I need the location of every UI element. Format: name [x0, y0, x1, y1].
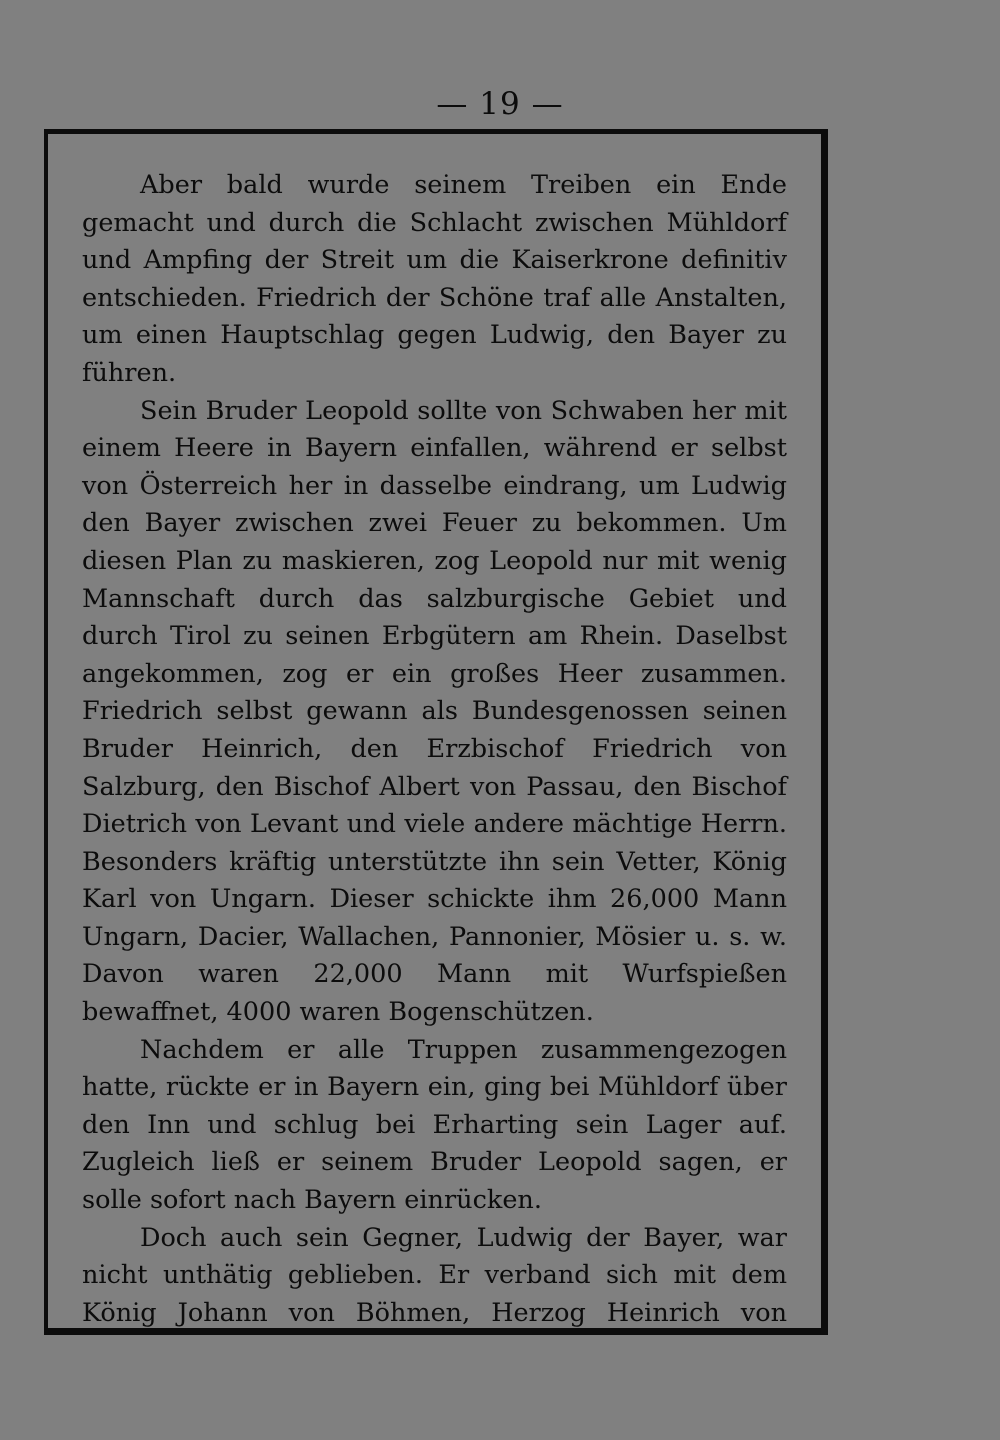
body-text: [82, 167, 787, 1332]
paragraph-4: Doch auch sein Gegner, Ludwig der Bayer, war nicht unthätig geblieben. Er verband sich mit dem König Johann von Böhmen, Herzog Heinrich von: [82, 1222, 787, 1328]
paragraph-2: Sein Bruder Leopold sollte von Schwaben her mit einem Heere in Bayern einfallen, während er selbst von Österreich her in dasselbe eindrang, um Ludwig den Bayer zwischen zwei Feuer zu bekommen. Um diesen Plan zu maskieren, zog Leopold nur mit wenig Mannschaft durch das salzburgische Gebiet und durch Tirol zu seinen Erbgütern am Rhein. Daselbst angekommen, zog er ein großes Heer zusammen. Friedrich selbst gewann als Bundesgenossen seinen Bruder Heinrich, den Erzbischof Friedrich von Salzburg, den Bischof Albert von Passau, den Bischof Dietrich von Levant und viele andere mächtige Herrn. Besonders kräftig unterstützte ihn sein Vetter, König Karl von Ungarn. Dieser schickte ihm 26,000 Mann Ungarn, Dacier, Wallachen, Pannonier, Mösier u. s. w. Davon waren 22,000 Mann mit Wurfspießen bewaffnet, 4000 waren Bogenschützen.: [82, 395, 787, 1028]
paragraph-1: Aber bald wurde seinem Treiben ein Ende gemacht und durch die Schlacht zwischen Mühldorf und Ampfing der Streit um die Kaiserkrone definitiv entschieden. Friedrich der Schöne traf alle Anstalten, um einen Hauptschlag gegen Ludwig, den Bayer zu führen.: [82, 170, 787, 388]
page-number: — 19 —: [436, 86, 564, 122]
paragraph-3: Nachdem er alle Truppen zusammengezogen hatte, rückte er in Bayern ein, ging bei Mühldorf über den Inn und schlug bei Erharting sein Lager auf. Zugleich ließ er seinem Bruder Leopold sagen, er solle sofort nach Bayern einrücken.: [82, 1034, 787, 1216]
